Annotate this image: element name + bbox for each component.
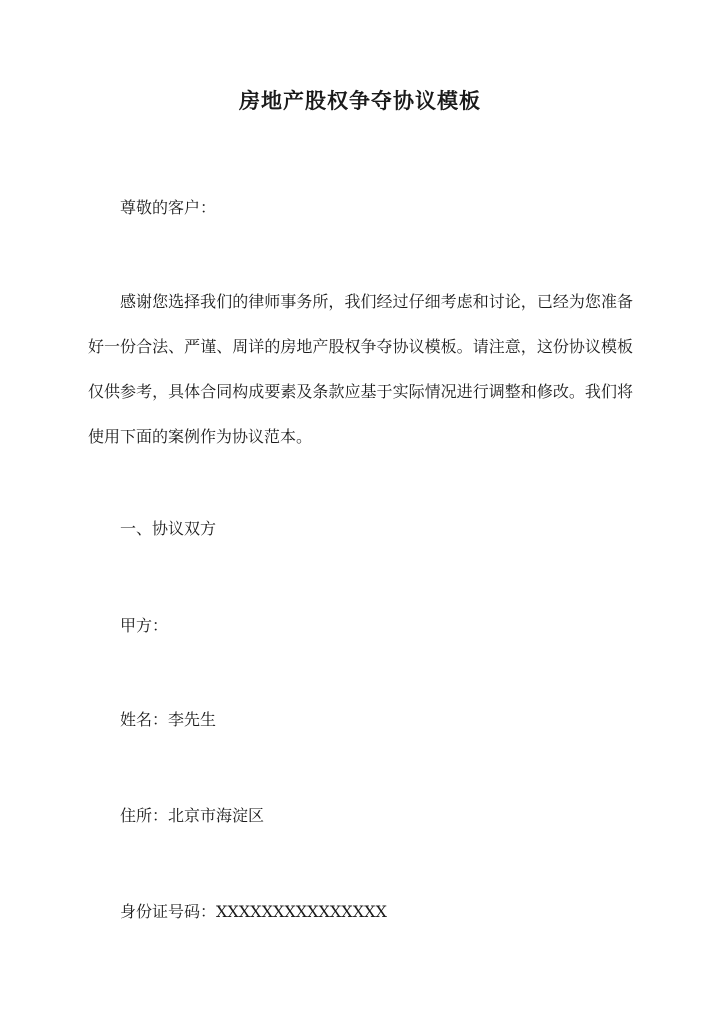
- party-a-name: 姓名：李先生: [120, 710, 217, 729]
- party-a-id-number: 身份证号码：XXXXXXXXXXXXXXX: [120, 902, 387, 921]
- greeting: 尊敬的客户：: [120, 198, 217, 217]
- party-a-label: 甲方：: [120, 616, 169, 635]
- document-title: 房地产股权争夺协议模板: [239, 88, 481, 113]
- party-a-address: 住所：北京市海淀区: [120, 806, 265, 825]
- intro-paragraph: 感谢您选择我们的律师事务所，我们经过仔细考虑和讨论，已经为您准备好一份合法、严谨、周详的房地产股权争夺协议模板。请注意，这份协议模板仅供参考，具体合同构成要素及条款应基于实际情况进行调整和修改。我们将使用下面的案例作为协议范本。: [88, 292, 633, 446]
- section-heading-parties: 一、协议双方: [120, 519, 217, 538]
